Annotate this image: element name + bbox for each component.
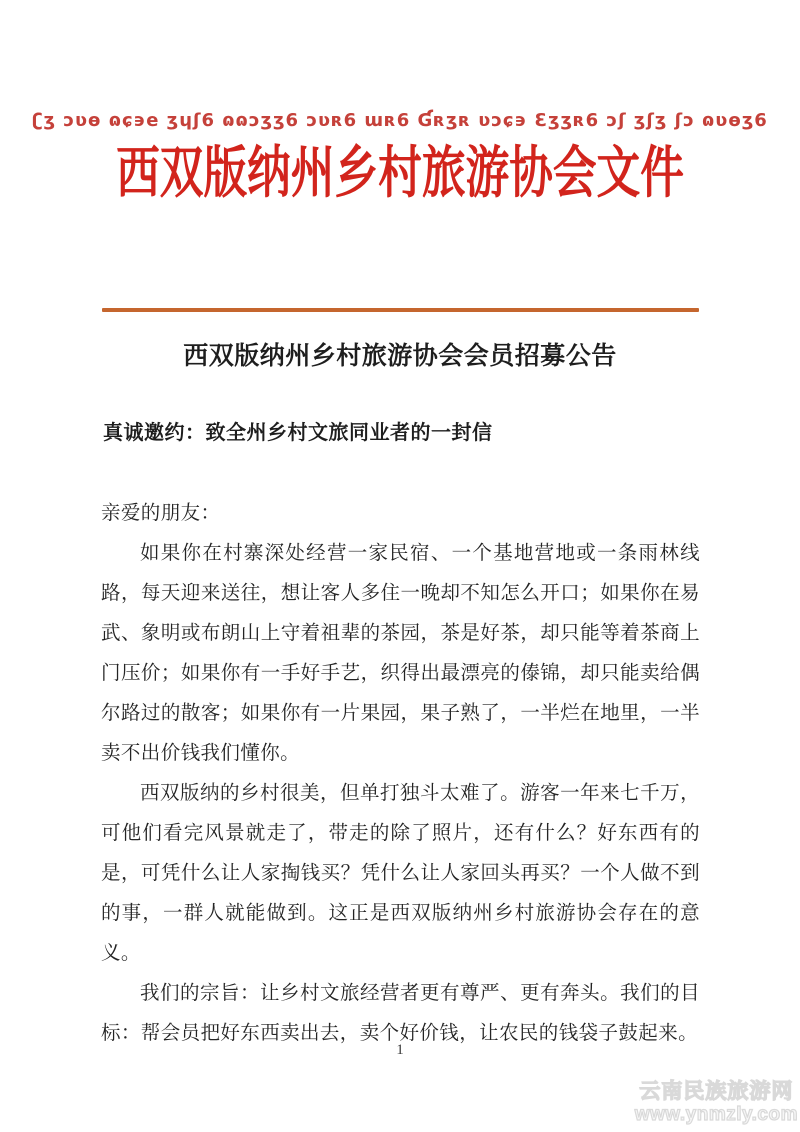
salutation: 亲爱的朋友： [101, 503, 221, 524]
watermark-site-name: 云南民族旅游网 [639, 1080, 794, 1104]
letterhead-title: 西双版纳州乡村旅游协会文件 [116, 143, 684, 205]
dai-script-text: ʗʒ ɔʋɵ ɷɕ϶e ʒɥʃ6 ɷɷɔʒʒ6 ɔʋʀ6 ɯʀ6 Ɠʀʒʀ ʋɔɕ϶ Ɛʒʒʀ6 ɔʃ ʒʃʒ ʃɔ ɷʋɵʒ6 [32, 110, 768, 131]
document-subtitle: 真诚邀约：致全州乡村文旅同业者的一封信 [103, 422, 493, 444]
body-paragraph: 西双版纳的乡村很美，但单打独斗太难了。游客一年来七千万，可他们看完风景就走了，带走的除了照片，还有什么？好东西有的是，可凭什么让人家掏钱买？凭什么让人家回头再买？一个人做不到的事，一群人就能做到。这正是西双版纳州乡村旅游协会存在的意义。 [101, 783, 700, 964]
watermark-site-url: www.ynmzly.com [634, 1103, 798, 1125]
separator-rule [102, 308, 699, 312]
site-watermark [635, 1080, 798, 1125]
body-paragraph: 如果你在村寨深处经营一家民宿、一个基地营地或一条雨林线路，每天迎来送往，想让客人多住一晚却不知怎么开口；如果你在易武、象明或布朗山上守着祖辈的茶园，茶是好茶，却只能等着茶商上门压价；如果你有一手好手艺，织得出最漂亮的傣锦，却只能卖给偶尔路过的散客；如果你有一片果园，果子熟了，一半烂在地里，一半卖不出价钱我们懂你。 [101, 543, 700, 764]
page-number: 1 [396, 1042, 404, 1058]
document-title: 西双版纳州乡村旅游协会会员招募公告 [183, 343, 617, 370]
body-paragraph: 我们的宗旨：让乡村文旅经营者更有尊严、更有奔头。我们的目标：帮会员把好东西卖出去，卖个好价钱，让农民的钱袋子鼓起来。 [101, 983, 700, 1044]
letter-body [101, 494, 700, 1054]
